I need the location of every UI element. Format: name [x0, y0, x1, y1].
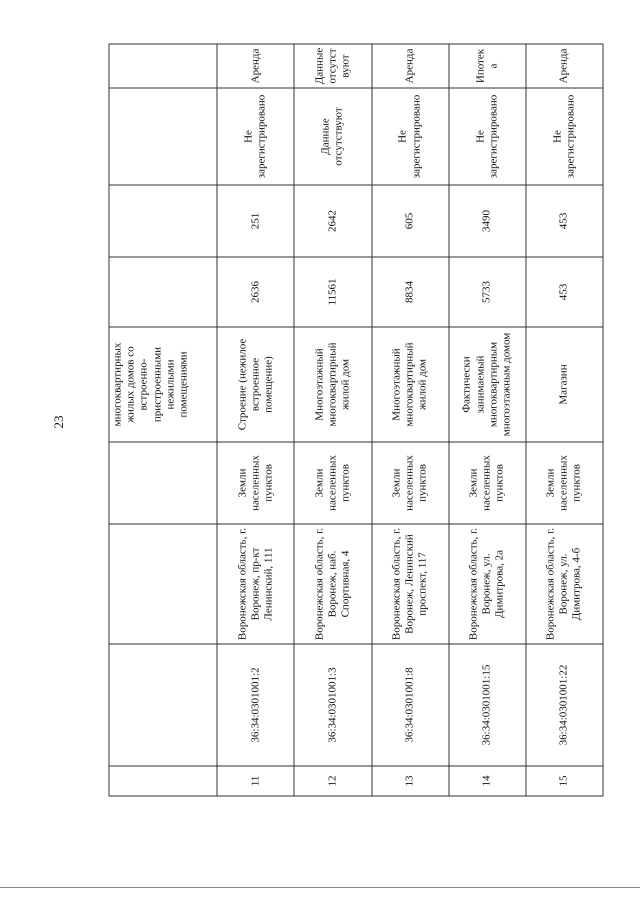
empty-cell [109, 88, 217, 185]
permitted-use-cell: Фактически занимаемый многоквартирным многоэтажным домом [449, 327, 526, 442]
cadastral-number-cell: 36:34:0301001:15 [449, 644, 526, 766]
table-row [372, 44, 449, 796]
value-cell: 2642 [294, 185, 371, 257]
encumbrance-cell: Аренда [526, 44, 603, 88]
encumbrance-cell: Ипотека [449, 44, 526, 88]
registration-cell: Не зарегистрировано [217, 88, 294, 185]
area-cell: 5733 [449, 257, 526, 327]
land-category-cell: Земли населенных пунктов [526, 442, 603, 524]
registration-cell: Данные отсутствуют [294, 88, 371, 185]
cadastral-number-cell: 36:34:0301001:22 [526, 644, 603, 766]
area-cell: 11561 [294, 257, 371, 327]
land-plot-table [109, 44, 604, 797]
empty-cell [109, 44, 217, 88]
page-bottom-rule [0, 887, 640, 888]
row-number-cell: 12 [294, 766, 371, 796]
empty-cell [109, 524, 217, 644]
permitted-use-cell: Многоэтажный многоквартирный жилой дом [294, 327, 371, 442]
value-cell: 453 [526, 185, 603, 257]
permitted-use-cell: Многоэтажный многоквартирный жилой дом [372, 327, 449, 442]
encumbrance-cell: Аренда [217, 44, 294, 88]
value-cell: 605 [372, 185, 449, 257]
empty-cell [109, 442, 217, 524]
empty-cell [109, 644, 217, 766]
use-continuation-cell: многоквартирных жилых домов со встроенно-пристроенными нежилыми помещениями [109, 327, 217, 442]
table-row [526, 44, 603, 796]
value-cell: 251 [217, 185, 294, 257]
cadastral-number-cell: 36:34:0301001:8 [372, 644, 449, 766]
address-cell: Воронежская область, г. Воронеж, ул. Димитрова, 2а [449, 524, 526, 644]
area-cell: 2636 [217, 257, 294, 327]
cadastral-number-cell: 36:34:0301001:3 [294, 644, 371, 766]
row-number-cell: 13 [372, 766, 449, 796]
row-number-cell: 11 [217, 766, 294, 796]
empty-cell [109, 185, 217, 257]
area-cell: 8834 [372, 257, 449, 327]
row-number-cell: 14 [449, 766, 526, 796]
land-category-cell: Земли населенных пунктов [294, 442, 371, 524]
table-row [449, 44, 526, 796]
area-cell: 453 [526, 257, 603, 327]
empty-cell [109, 257, 217, 327]
continuation-row [109, 44, 217, 796]
land-category-cell: Земли населенных пунктов [449, 442, 526, 524]
address-cell: Воронежская область, г. Воронеж, ул. Димитрова, 4-б [526, 524, 603, 644]
registration-cell: Не зарегистрировано [526, 88, 603, 185]
cadastral-number-cell: 36:34:0301001:2 [217, 644, 294, 766]
land-category-cell: Земли населенных пунктов [372, 442, 449, 524]
land-category-cell: Земли населенных пунктов [217, 442, 294, 524]
encumbrance-cell: Данные отсутствуют [294, 44, 371, 88]
empty-cell [109, 766, 217, 796]
registration-cell: Не зарегистрировано [449, 88, 526, 185]
address-cell: Воронежская область, г. Воронеж, Ленинский проспект, 117 [372, 524, 449, 644]
registration-cell: Не зарегистрировано [372, 88, 449, 185]
encumbrance-cell: Аренда [372, 44, 449, 88]
permitted-use-cell: Строение (нежилое встроенное помещение) [217, 327, 294, 442]
address-cell: Воронежская область, г. Воронеж, наб. Спортивная, 4 [294, 524, 371, 644]
table-row [217, 44, 294, 796]
value-cell: 3490 [449, 185, 526, 257]
row-number-cell: 15 [526, 766, 603, 796]
address-cell: Воронежская область, г. Воронеж, пр-кт Ленинский, 111 [217, 524, 294, 644]
permitted-use-cell: Магазин [526, 327, 603, 442]
table-row [294, 44, 371, 796]
page-number: 23 [51, 415, 66, 429]
